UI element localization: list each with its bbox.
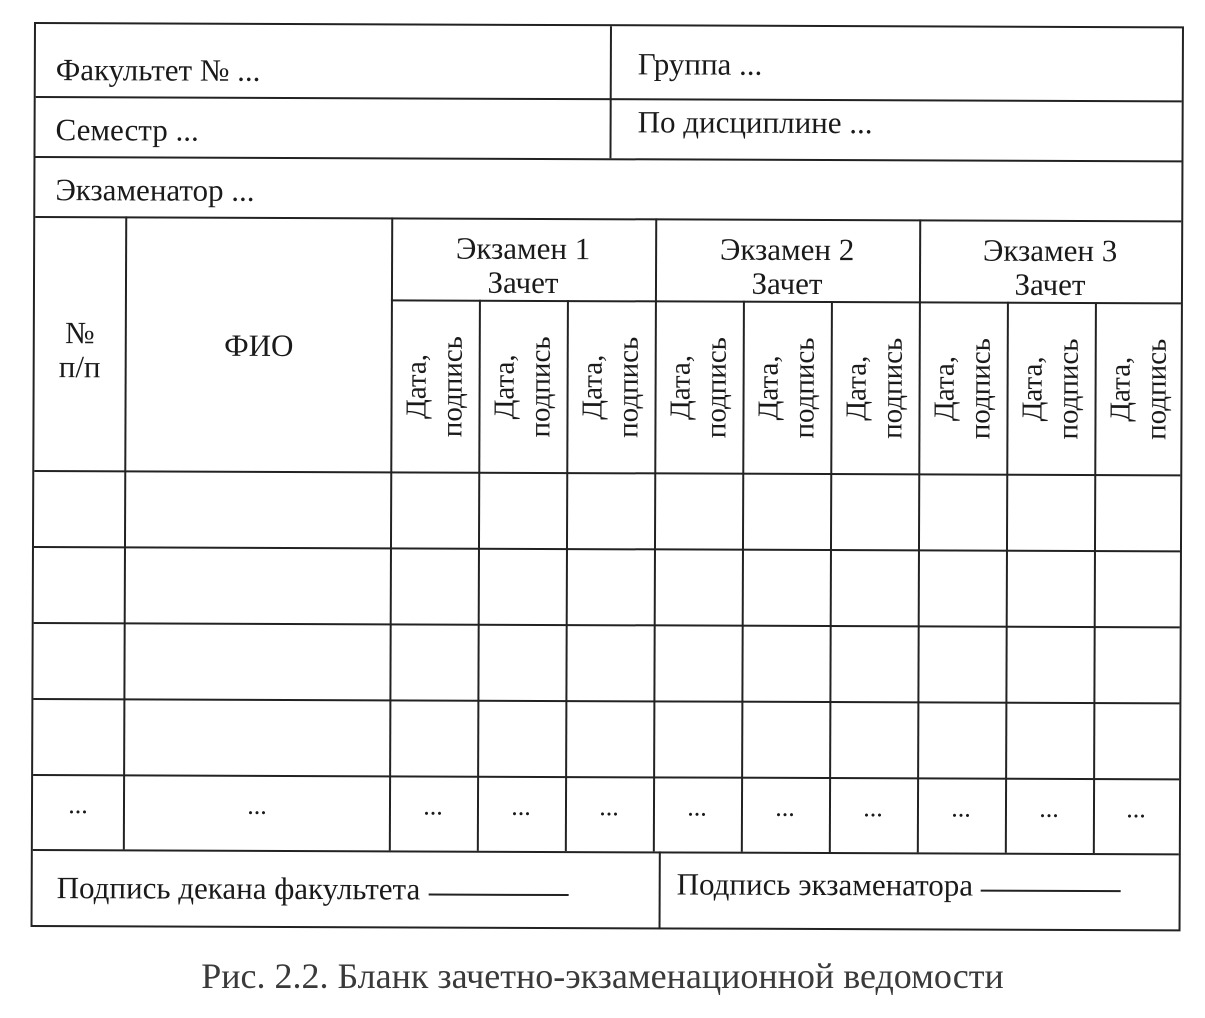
- subcolumn-header-line: Дата,: [664, 354, 697, 421]
- subcolumn-date-signature-header: [1006, 304, 1095, 474]
- subcolumn-date-signature-header: [390, 301, 479, 471]
- subcolumn-date-signature-header: [830, 303, 919, 473]
- ellipsis-cell: ...: [1126, 794, 1146, 824]
- ellipsis-cell: ...: [775, 792, 795, 822]
- subcolumn-date-signature-header: [918, 303, 1007, 473]
- ellipsis-cell: ...: [863, 793, 883, 823]
- exam-header-line: Экзамен 3: [982, 232, 1118, 269]
- ellipsis-cell: ...: [423, 791, 443, 821]
- exam-2-header: [655, 232, 919, 301]
- subcolumn-header-line: подпись: [788, 337, 821, 439]
- faculty-field: Факультет № ...: [55, 52, 261, 88]
- column-header-number-line: п/п: [58, 349, 101, 385]
- exam-header-line: Экзамен 1: [455, 230, 591, 267]
- examiner-signature-line: [981, 890, 1121, 893]
- subcolumn-header-line: Дата,: [752, 355, 785, 421]
- exam-record-form: [31, 22, 1184, 931]
- exam-header-line: Зачет: [1014, 266, 1086, 303]
- subcolumn-date-signature-header: [1094, 304, 1183, 474]
- subcolumn-date-signature-header: [566, 302, 655, 472]
- subcolumn-header-line: подпись: [964, 338, 997, 440]
- dean-signature-field: [57, 872, 569, 905]
- column-header-fio: ФИО: [224, 327, 294, 363]
- subcolumn-header-line: подпись: [1052, 338, 1085, 440]
- subcolumn-header-line: Дата,: [928, 355, 961, 422]
- divider: [35, 156, 1181, 162]
- ellipsis-cell: ...: [951, 793, 971, 823]
- divider: [33, 698, 1179, 704]
- examiner-field: Экзаменатор ...: [55, 172, 255, 208]
- divider: [123, 216, 127, 849]
- subcolumn-header-line: Дата,: [576, 354, 609, 420]
- subcolumn-header-line: подпись: [700, 337, 733, 439]
- ellipsis-cell: ...: [247, 790, 267, 820]
- subcolumn-header-line: Дата,: [1104, 356, 1137, 422]
- subcolumn-header-line: подпись: [612, 336, 645, 438]
- column-header-number-line: №: [64, 315, 95, 351]
- subcolumn-header-line: подпись: [1140, 338, 1173, 440]
- subcolumn-header-line: Дата,: [1016, 356, 1049, 422]
- dean-signature-label: Подпись декана факультета: [56, 870, 421, 907]
- discipline-field: По дисциплине ...: [637, 104, 873, 141]
- subcolumn-header-line: Дата,: [840, 355, 873, 421]
- divider: [33, 849, 1179, 855]
- subcolumn-header-line: подпись: [876, 337, 909, 439]
- exam-3-header: [919, 233, 1181, 302]
- ellipsis-cell: ...: [687, 792, 707, 822]
- figure-caption: Рис. 2.2. Бланк зачетно-экзаменационной ведомости: [201, 956, 1004, 996]
- exam-header-line: Экзамен 2: [719, 231, 855, 268]
- semester-field: Семестр ...: [55, 112, 199, 148]
- exam-header-line: Зачет: [487, 264, 559, 301]
- exam-1-header: [391, 231, 655, 300]
- divider: [609, 26, 612, 158]
- subcolumn-date-signature-header: [654, 302, 743, 472]
- divider: [34, 622, 1180, 628]
- group-field: Группа ...: [637, 46, 763, 82]
- subcolumn-date-signature-header: [478, 302, 567, 472]
- ellipsis-cell: ...: [1039, 793, 1059, 823]
- subcolumn-date-signature-header: [742, 303, 831, 473]
- subcolumn-header-line: Дата,: [488, 354, 521, 420]
- examiner-signature-field: [677, 868, 1122, 901]
- ellipsis-cell: ...: [511, 791, 531, 821]
- ellipsis-cell: ...: [68, 790, 88, 820]
- subcolumn-header-line: подпись: [436, 336, 469, 438]
- divider: [33, 774, 1179, 780]
- subcolumn-header-line: подпись: [524, 336, 557, 438]
- subcolumn-header-line: Дата,: [400, 353, 433, 420]
- divider: [34, 546, 1180, 552]
- dean-signature-line: [428, 894, 568, 897]
- ellipsis-cell: ...: [599, 792, 619, 822]
- exam-header-line: Зачет: [751, 265, 823, 302]
- divider: [35, 216, 1181, 222]
- column-header-number: [35, 316, 125, 384]
- divider: [659, 851, 661, 929]
- examiner-signature-label: Подпись экзаменатора: [676, 866, 974, 903]
